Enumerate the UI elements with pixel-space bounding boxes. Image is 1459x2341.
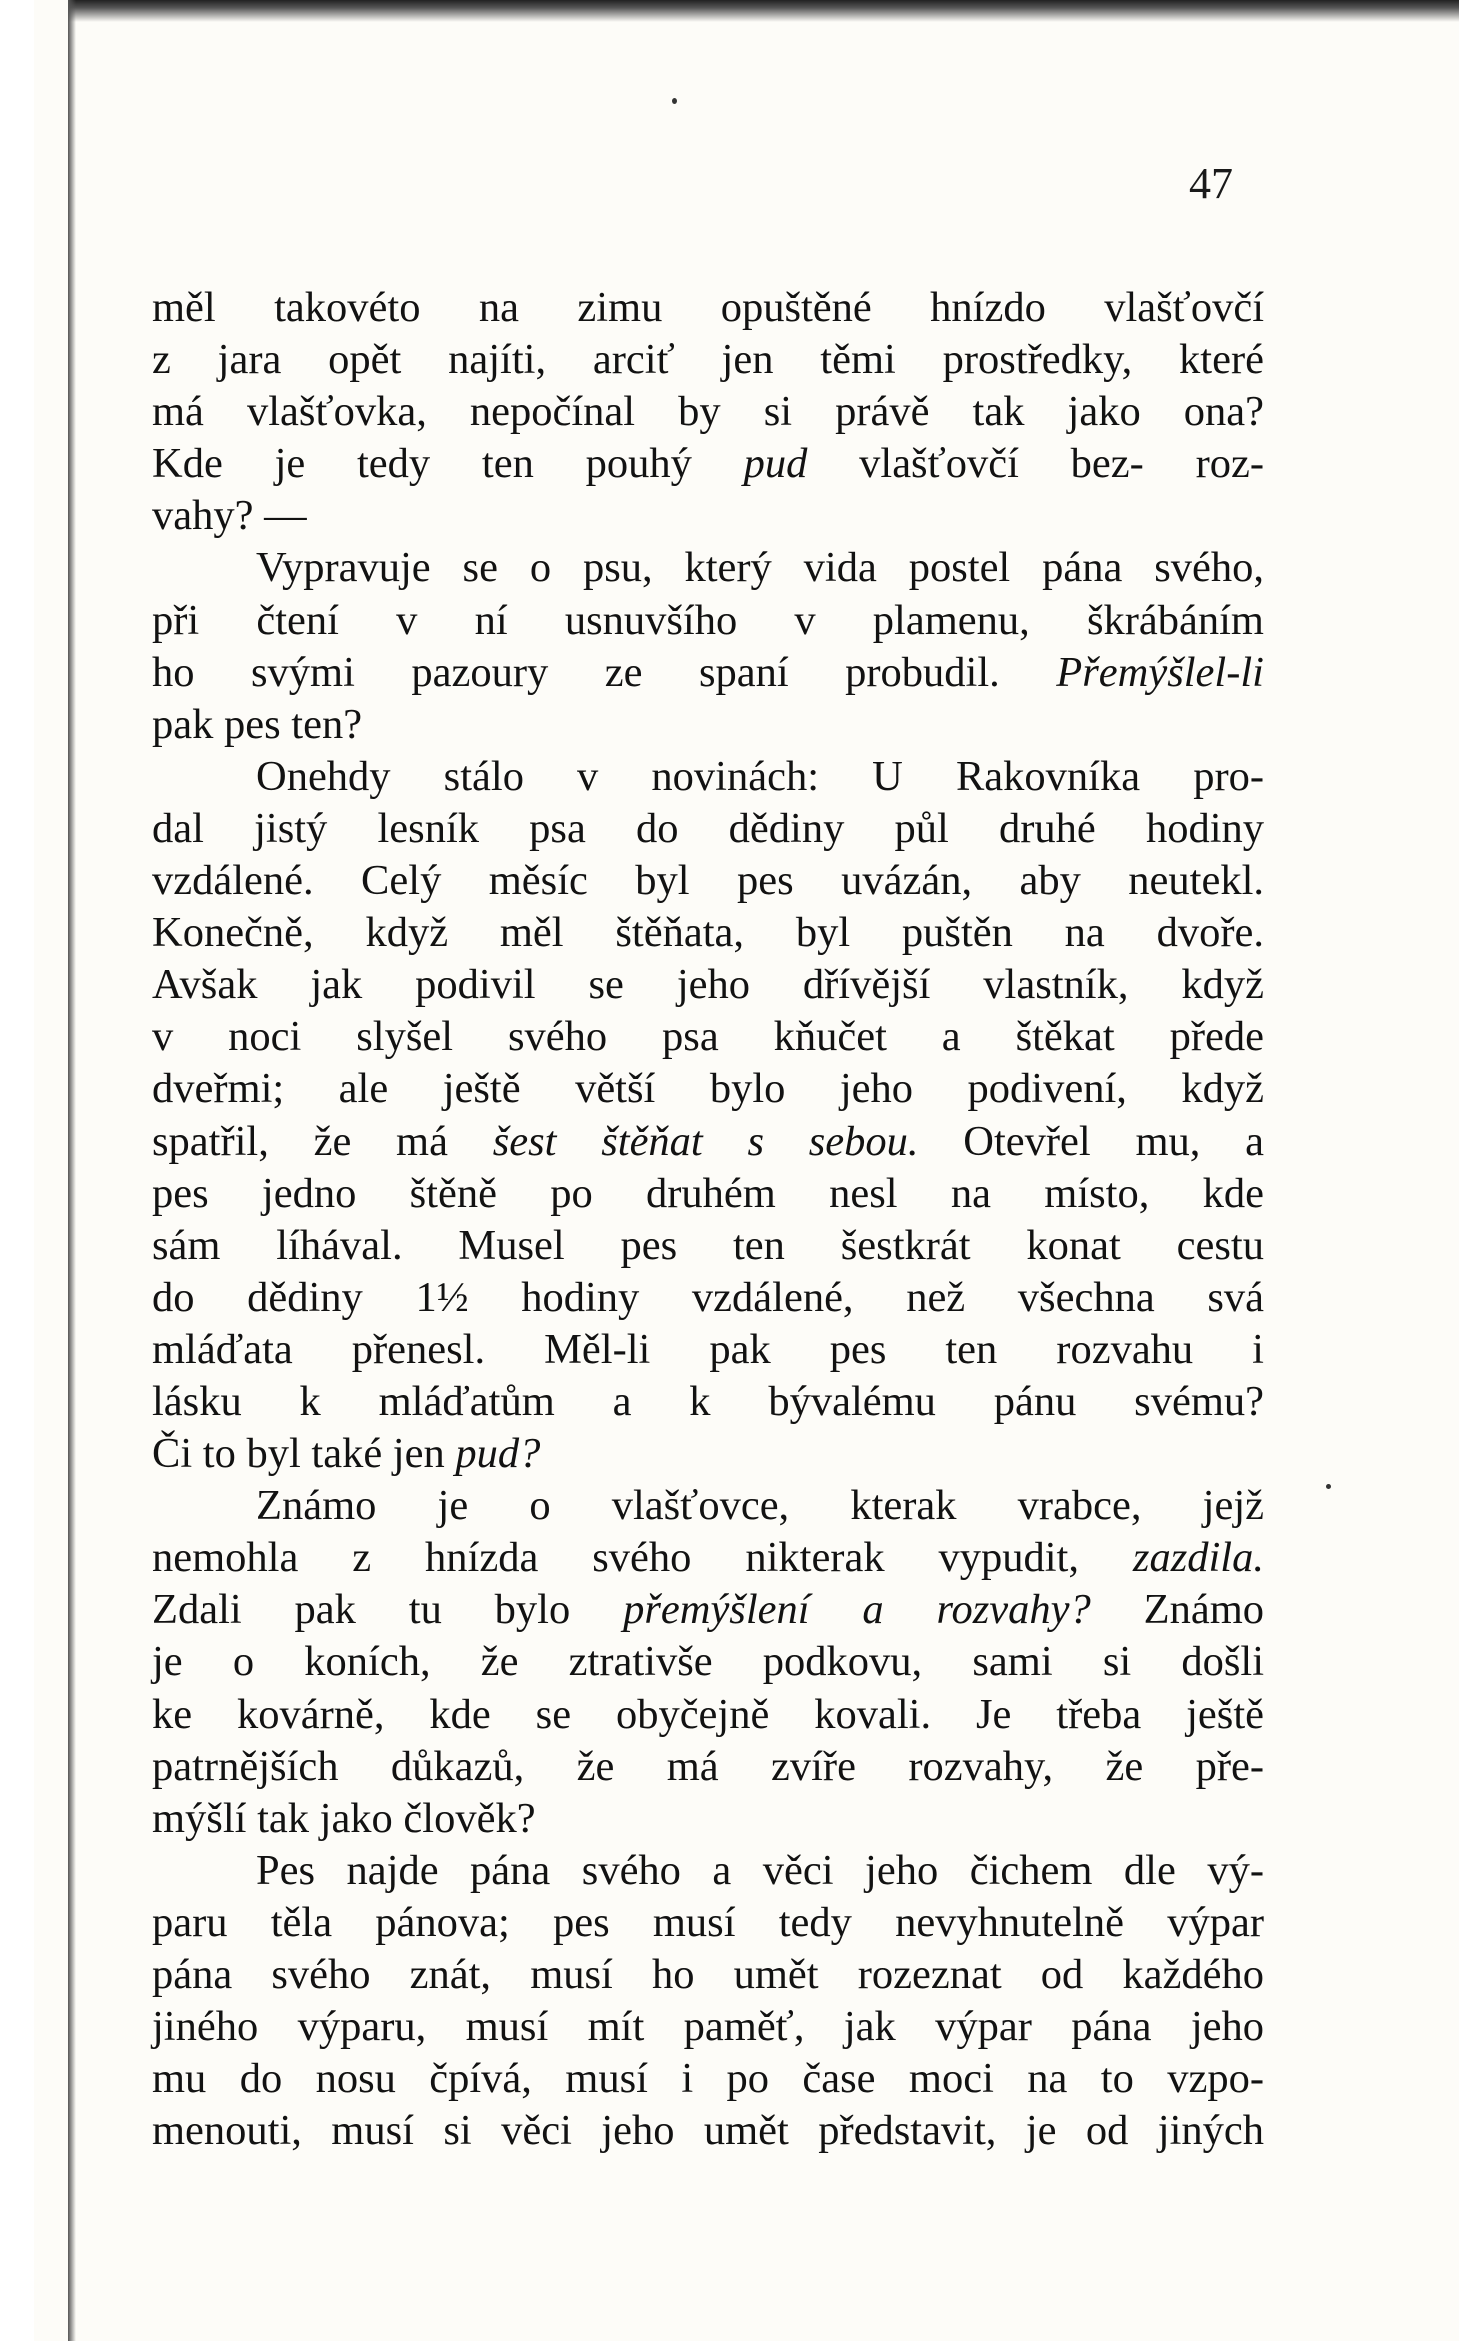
text-segment: patrnějších důkazů, že má zvíře rozvahy, že pře-: [152, 1742, 1264, 1790]
text-segment: mu do nosu čpívá, musí i po čase moci na to vzpo-: [152, 2055, 1264, 2103]
emphasized-text: zazdila.: [1132, 1534, 1264, 1582]
text-line: [152, 803, 1264, 855]
emphasized-text: přemýšlení a rozvahy?: [623, 1586, 1091, 1634]
text-line: [152, 1741, 1264, 1793]
text-segment: paru těla pánova; pes musí tedy nevyhnutelně výpar: [152, 1898, 1264, 1946]
text-line: [152, 1063, 1264, 1115]
print-speck: [1326, 1484, 1331, 1489]
text-line: [152, 1949, 1264, 2001]
text-segment: Kde je tedy ten pouhý: [152, 440, 744, 488]
emphasized-text: pud?: [455, 1430, 541, 1478]
text-segment: měl takovéto na zimu opuštěné hnízdo vlašťovčí: [152, 284, 1264, 331]
text-line: [152, 2001, 1264, 2053]
text-line: [152, 1845, 1264, 1897]
text-line: [152, 1272, 1264, 1324]
text-line: [152, 1376, 1264, 1428]
text-segment: pána svého znát, musí ho umět rozeznat od každého: [152, 1951, 1264, 1998]
text-segment: Vypravuje se o psu, který vida postel pána svého,: [256, 544, 1264, 592]
text-segment: menouti, musí si věci jeho umět představit, je od jiných: [152, 2107, 1264, 2155]
text-line: [152, 1220, 1264, 1272]
text-segment: ho svými pazoury ze spaní probudil.: [152, 648, 1057, 696]
text-segment: Avšak jak podivil se jeho dřívější vlastník, když: [152, 961, 1264, 1009]
text-line: [152, 386, 1264, 438]
text-segment: pak pes ten?: [152, 700, 363, 748]
page-number: 47: [1189, 159, 1233, 208]
text-line: [152, 1897, 1264, 1949]
text-segment: Otevřel mu, a: [918, 1117, 1264, 1165]
text-segment: lásku k mláďatům a k bývalému pánu svému?: [152, 1377, 1264, 1425]
text-line: [152, 1428, 1264, 1480]
text-line: [152, 542, 1264, 594]
text-segment: Zdali pak tu bylo: [152, 1586, 624, 1634]
text-line: [152, 282, 1264, 334]
text-line: [152, 1689, 1264, 1741]
text-line: [152, 595, 1264, 647]
text-segment: Známo je o vlašťovce, kterak vrabce, jejž: [256, 1482, 1264, 1530]
body-text: [152, 282, 1264, 2157]
emphasized-text: Přemýšlel-li: [1056, 648, 1264, 696]
emphasized-text: šest štěňat s sebou.: [492, 1117, 919, 1165]
text-line: [152, 490, 1264, 542]
text-segment: pes jedno štěně po druhém nesl na místo, kde: [152, 1169, 1264, 1217]
text-line: [152, 1116, 1264, 1168]
text-segment: vzdálené. Celý měsíc byl pes uvázán, aby neutekl.: [152, 857, 1264, 905]
text-segment: nemohla z hnízda svého nikterak vypudit,: [152, 1534, 1133, 1582]
text-segment: jiného výparu, musí mít paměť, jak výpar pána jeho: [152, 2003, 1264, 2051]
text-segment: do dědiny 1½ hodiny vzdálené, než všechna svá: [152, 1273, 1264, 1321]
text-segment: Pes najde pána svého a věci jeho čichem dle vý-: [256, 1846, 1264, 1894]
text-segment: spatřil, že má: [152, 1117, 493, 1165]
text-line: [152, 751, 1264, 803]
text-line: [152, 1324, 1264, 1376]
text-segment: Známo: [1090, 1586, 1265, 1634]
text-segment: Konečně, když měl štěňata, byl puštěn na dvoře.: [152, 909, 1264, 957]
text-line: [152, 1584, 1264, 1636]
text-line: [152, 647, 1264, 699]
text-line: [152, 1636, 1264, 1688]
emphasized-text: pud: [743, 440, 808, 488]
text-segment: vahy? —: [152, 492, 307, 540]
text-line: [152, 438, 1264, 490]
text-segment: sám líhával. Musel pes ten šestkrát konat cestu: [152, 1221, 1264, 1269]
text-line: [152, 1793, 1264, 1845]
text-segment: ke kovárně, kde se obyčejně kovali. Je třeba ještě: [152, 1690, 1264, 1738]
scan-top-edge: [68, 0, 1459, 22]
text-line: [152, 334, 1264, 386]
text-line: [152, 1011, 1264, 1063]
text-segment: mýšlí tak jako člověk?: [152, 1794, 536, 1842]
text-line: [152, 959, 1264, 1011]
text-segment: Onehdy stálo v novinách: U Rakovníka pro-: [256, 752, 1264, 800]
text-segment: je o koních, že ztrativše podkovu, sami si došli: [152, 1638, 1264, 1686]
text-segment: při čtení v ní usnuvšího v plamenu, škrábáním: [152, 596, 1264, 644]
text-line: [152, 2105, 1264, 2157]
text-segment: vlašťovčí bez- roz-: [807, 440, 1264, 488]
text-line: [152, 1168, 1264, 1220]
text-line: [152, 907, 1264, 959]
text-line: [152, 1480, 1264, 1532]
text-line: [152, 2053, 1264, 2105]
text-segment: mláďata přenesl. Měl-li pak pes ten rozvahu i: [152, 1325, 1264, 1373]
text-segment: Či to byl také jen: [152, 1430, 456, 1478]
text-line: [152, 1532, 1264, 1584]
text-segment: v noci slyšel svého psa kňučet a štěkat přede: [152, 1013, 1264, 1061]
text-segment: dal jistý lesník psa do dědiny půl druhé hodiny: [152, 804, 1264, 852]
scan-left-edge: [68, 0, 76, 2341]
text-line: [152, 855, 1264, 907]
text-segment: z jara opět najíti, arciť jen těmi prostředky, které: [152, 336, 1264, 384]
text-line: [152, 699, 1264, 751]
text-segment: dveřmi; ale ještě větší bylo jeho podivení, když: [152, 1065, 1264, 1113]
text-segment: má vlašťovka, nepočínal by si právě tak jako ona?: [152, 388, 1264, 436]
print-speck: [672, 98, 677, 104]
